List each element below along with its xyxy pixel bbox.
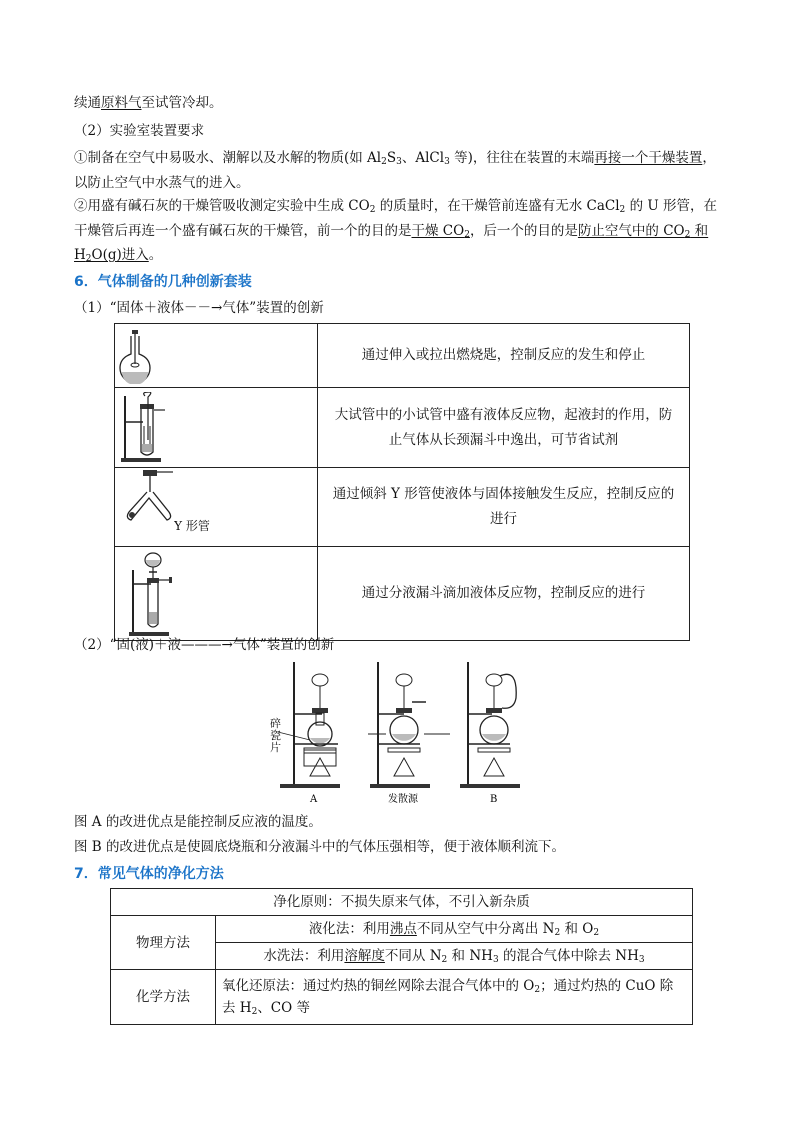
text-line: ②用盛有碱石灰的干燥管吸收测定实验中生成 $CO_2$ 的质量时，在干燥管前连盛有无水 CaCl$_2$ 的 U 形管，在 (74, 198, 718, 215)
liquefaction-cell: 液化法：利用沸点不同从空气中分离出 $N_2$ 和 $O_2$ (216, 916, 693, 943)
apparatus-source-drawing (368, 662, 450, 788)
text-line: ①制备在空气中易吸水、潮解以及水解的物质(如 $Al_2S_3$、AlCl$_3$ 等)，往往在装置的末端再接一个干燥装置， (74, 150, 716, 167)
table-row (115, 388, 690, 468)
flask-with-spoon-icon (115, 328, 155, 384)
figure-label-a: A (310, 794, 318, 805)
redox-line: 氧化还原法：通过灼热的铜丝网除去混合气体中的 $O_2$；通过灼热的 CuO 除 (222, 978, 674, 995)
section-heading-7: 7．常见气体的净化方法 (74, 866, 224, 882)
figure-label-b: B (490, 794, 498, 805)
table-row (115, 547, 690, 641)
figure-label-source: 发散源 (388, 794, 418, 805)
table-row (111, 970, 693, 1025)
large-tube-small-tube-icon (115, 392, 175, 464)
text-line: 以防止空气中水蒸气的进入。 (74, 175, 250, 191)
section-heading-6: 6．气体制备的几种创新套装 (74, 274, 252, 290)
table-row (115, 324, 690, 388)
table-row (115, 468, 690, 547)
apparatus-desc: 通过伸入或拉出燃烧匙，控制反应的发生和停止 (318, 324, 690, 388)
apparatus-desc: 通过分液漏斗滴加液体反应物，控制反应的进行 (318, 547, 690, 641)
subheading-solid-liquid-heating: （2）“固(液)＋液———→气体”装置的创新 (74, 637, 335, 653)
note-figure-b: 图 B 的改进优点是使圆底烧瓶和分液漏斗中的气体压强相等，便于液体顺利流下。 (74, 839, 566, 855)
apparatus-table (114, 323, 690, 641)
text-line: $H_2O(g)$进入。 (74, 247, 163, 264)
apparatus-b-drawing (460, 662, 520, 788)
text-line: 续通原料气至试管冷却。 (74, 95, 223, 111)
table-row (111, 889, 693, 916)
apparatus-image-cell (115, 388, 318, 468)
subheading-solid-liquid: （1）“固体＋液体－－→气体”装置的创新 (74, 300, 324, 316)
principle-cell: 净化原则：不损失原来气体，不引入新杂质 (111, 889, 693, 916)
water-wash-cell: 水洗法：利用溶解度不同从 $N_2$ 和 $NH_3$ 的混合气体中除去 $NH_3$ (216, 943, 693, 970)
redox-cell (216, 970, 693, 1025)
chemical-method-cell: 化学方法 (111, 970, 216, 1025)
apparatus-desc: 通过倾斜 Y 形管使液体与固体接触发生反应，控制反应的进行 (318, 468, 690, 547)
y-tube-label: Y 形管 (174, 519, 210, 533)
redox-line: 去 $H_2$、CO 等 (222, 1000, 311, 1017)
apparatus-image-cell (115, 324, 318, 388)
note-figure-a: 图 A 的改进优点是能控制反应液的温度。 (74, 814, 322, 830)
separatory-funnel-tube-icon (115, 550, 185, 638)
table-row (111, 916, 693, 943)
purification-table (110, 888, 693, 1025)
apparatus-image-cell (115, 547, 318, 641)
text-line: 干燥管后再连一个盛有碱石灰的干燥管，前一个的目的是干燥 $CO_2$，后一个的目的是防止空气中的 $CO_2$ 和 (74, 223, 709, 240)
apparatus-comparison-figure (270, 658, 530, 806)
subheading-lab-requirements: （2）实验室装置要求 (74, 123, 205, 139)
apparatus-desc: 大试管中的小试管中盛有液体反应物，起液封的作用，防止气体从长颈漏斗中逸出，可节省试剂 (318, 388, 690, 468)
broken-porcelain-label: 碎瓷片 (270, 717, 281, 754)
physical-method-cell: 物理方法 (111, 916, 216, 970)
apparatus-image-cell (115, 468, 318, 547)
apparatus-a-drawing (278, 662, 340, 788)
